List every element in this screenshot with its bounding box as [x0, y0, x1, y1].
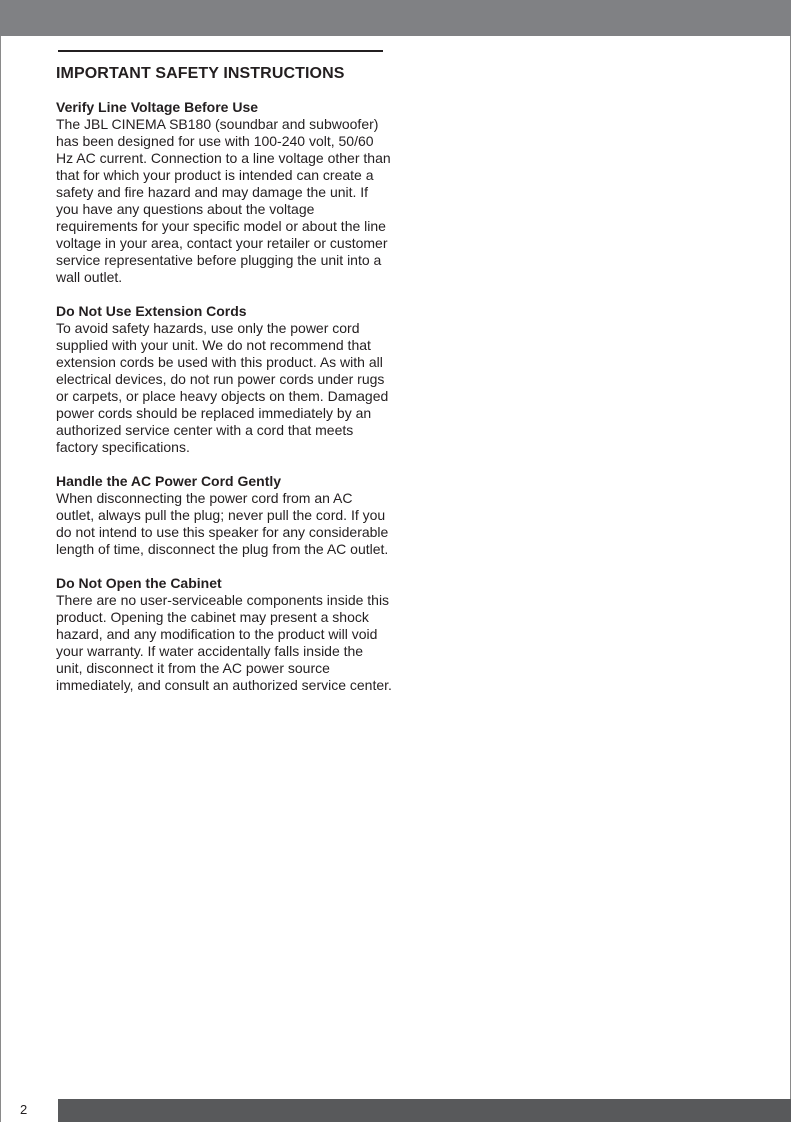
top-header-bar [0, 0, 791, 36]
section-heading: Verify Line Voltage Before Use [56, 99, 259, 115]
section-extension-cords [56, 303, 392, 456]
section-cabinet [56, 575, 392, 694]
section-line-voltage [56, 99, 392, 286]
title-rule [58, 50, 383, 52]
section-body: The JBL CINEMA SB180 (soundbar and subwoofer) has been designed for use with 100-240 volt, 50/60 Hz AC current. Connection to a line voltage other than that for which your product is intended can create a safety and fire hazard and may damage the unit. If you have any questions about the voltage requirements for your specific model or about the line voltage in your area, contact your retailer or customer service representative before plugging the unit into a wall outlet. [56, 116, 391, 285]
bottom-footer-bar [58, 1099, 791, 1122]
page-frame-left [0, 36, 1, 1122]
section-power-cord [56, 473, 392, 558]
section-body: When disconnecting the power cord from an AC outlet, always pull the plug; never pull the cord. If you do not intend to use this speaker for any considerable length of time, disconnect the plug from the AC outlet. [56, 490, 389, 557]
section-heading: Handle the AC Power Cord Gently [56, 473, 282, 489]
page-title: IMPORTANT SAFETY INSTRUCTIONS [56, 65, 345, 82]
section-heading: Do Not Open the Cabinet [56, 575, 222, 591]
section-body: To avoid safety hazards, use only the power cord supplied with your unit. We do not recommend that extension cords be used with this product. As with all electrical devices, do not run power cords under rugs or carpets, or place heavy objects on them. Damaged power cords should be replaced immediately by an authorized service center with a cord that meets factory specifications. [56, 320, 389, 455]
page-number: 2 [20, 1102, 28, 1117]
section-body: There are no user-serviceable components inside this product. Opening the cabinet may present a shock hazard, and any modification to the product will void your warranty. If water accidentally falls inside the unit, disconnect it from the AC power source immediately, and consult an authorized service center. [56, 592, 392, 693]
instructions-content [56, 99, 392, 711]
section-heading: Do Not Use Extension Cords [56, 303, 247, 319]
